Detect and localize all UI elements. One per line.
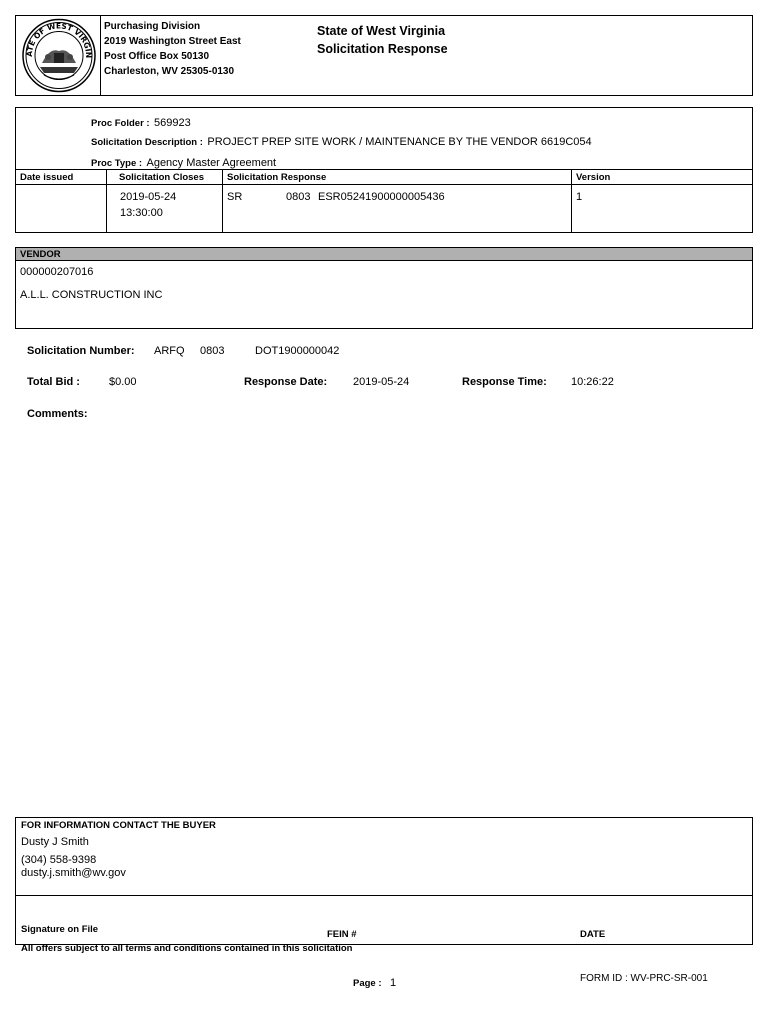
version-value: 1 bbox=[576, 191, 583, 203]
buyer-box bbox=[15, 817, 753, 945]
closes-time: 13:30:00 bbox=[120, 207, 163, 219]
col-header-date-issued: Date issued bbox=[20, 172, 74, 183]
document-title bbox=[317, 22, 448, 58]
solicitation-number-label: Solicitation Number: bbox=[27, 345, 135, 357]
address-line: 2019 Washington Street East bbox=[104, 36, 241, 47]
response-time-label: Response Time: bbox=[462, 376, 547, 388]
buyer-divider bbox=[15, 895, 753, 896]
proc-type-value: Agency Master Agreement bbox=[146, 157, 277, 169]
solicitation-id: DOT1900000042 bbox=[255, 345, 340, 357]
buyer-phone: (304) 558-9398 bbox=[21, 854, 97, 866]
closes-date: 2019-05-24 bbox=[120, 191, 177, 203]
vendor-name: A.L.L. CONSTRUCTION INC bbox=[20, 289, 163, 301]
form-id: FORM ID : WV-PRC-SR-001 bbox=[580, 973, 708, 984]
vendor-id: 000000207016 bbox=[20, 266, 94, 278]
vendor-header-bar bbox=[16, 248, 752, 261]
buyer-name: Dusty J Smith bbox=[21, 836, 89, 848]
description-value: PROJECT PREP SITE WORK / MAINTENANCE BY THE VENDOR 6619C054 bbox=[207, 136, 592, 148]
response-date-value: 2019-05-24 bbox=[353, 376, 410, 388]
response-time-value: 10:26:22 bbox=[571, 376, 614, 388]
proc-folder bbox=[91, 113, 191, 131]
response-num: 0803 bbox=[286, 191, 311, 203]
proc-folder-value: 569923 bbox=[154, 117, 191, 129]
signature-label: Signature on File bbox=[21, 924, 99, 935]
page-value: 1 bbox=[389, 977, 397, 989]
title-line: Solicitation Response bbox=[317, 42, 448, 56]
proc-type-label: Proc Type : bbox=[91, 158, 143, 169]
solicitation-type: ARFQ bbox=[154, 345, 185, 357]
date-label: DATE bbox=[580, 929, 606, 940]
vendor-header: VENDOR bbox=[20, 249, 61, 260]
response-id: ESR05241900000005436 bbox=[318, 191, 445, 203]
page-label: Page : bbox=[353, 978, 382, 989]
svg-text:STATE OF WEST VIRGINIA: ATE OF WEST VIRGIN bbox=[24, 21, 94, 59]
total-bid-value: $0.00 bbox=[109, 376, 137, 388]
address-line: Charleston, WV 25305-0130 bbox=[104, 66, 235, 77]
proc-folder-label: Proc Folder : bbox=[91, 118, 150, 129]
division-address bbox=[104, 19, 241, 79]
solicitation-description bbox=[91, 132, 592, 150]
table-col-line bbox=[571, 169, 572, 233]
buyer-email: dusty.j.smith@wv.gov bbox=[21, 867, 126, 879]
solicitation-num: 0803 bbox=[200, 345, 225, 357]
fein-label: FEIN # bbox=[327, 929, 357, 940]
table-col-line bbox=[106, 169, 107, 233]
table-col-line bbox=[222, 169, 223, 233]
response-date-label: Response Date: bbox=[244, 376, 328, 388]
comments-label: Comments: bbox=[27, 408, 88, 420]
state-seal-icon bbox=[20, 17, 98, 94]
col-header-solicitation-response: Solicitation Response bbox=[227, 172, 327, 183]
title-line: State of West Virginia bbox=[317, 24, 446, 38]
col-header-solicitation-closes: Solicitation Closes bbox=[119, 172, 204, 183]
table-header-line bbox=[15, 184, 753, 185]
terms-note: All offers subject to all terms and conditions contained in this solicitation bbox=[21, 943, 353, 954]
col-header-version: Version bbox=[576, 172, 611, 183]
page-number bbox=[353, 973, 396, 991]
address-line: Post Office Box 50130 bbox=[104, 51, 210, 62]
response-code: SR bbox=[227, 191, 243, 203]
buyer-header: FOR INFORMATION CONTACT THE BUYER bbox=[21, 820, 216, 831]
total-bid-label: Total Bid : bbox=[27, 376, 80, 388]
address-line: Purchasing Division bbox=[104, 21, 201, 32]
description-label: Solicitation Description : bbox=[91, 137, 203, 148]
header-divider bbox=[100, 15, 101, 96]
table-top-line bbox=[15, 169, 753, 170]
